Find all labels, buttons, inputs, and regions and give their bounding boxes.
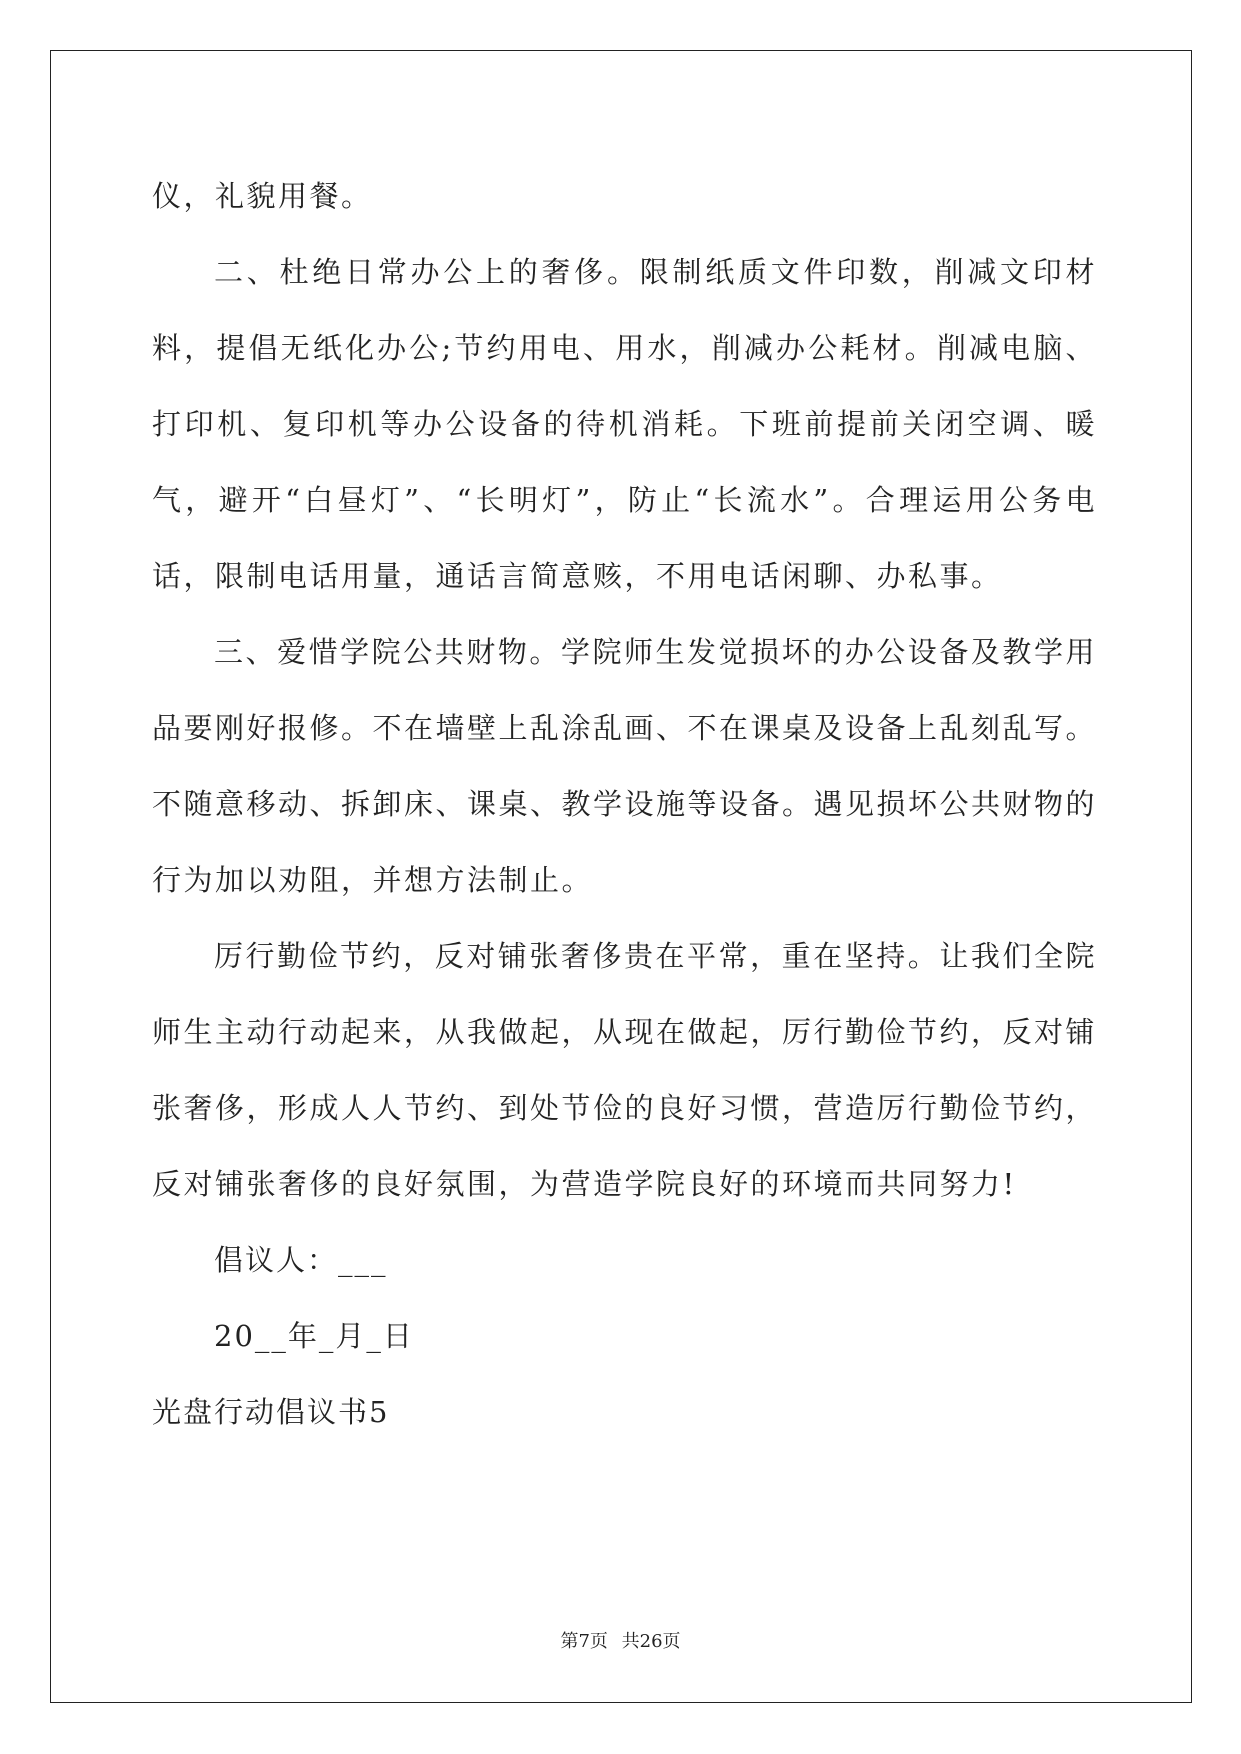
paragraph-closing: 厉行勤俭节约，反对铺张奢侈贵在平常，重在坚持。让我们全院师生主动行动起来，从我做起，从现在做起，厉行勤俭节约，反对铺张奢侈，形成人人节约、到处节俭的良好习惯，营造厉行勤俭节约，反对铺张奢侈的良好氛围，为营造学院良好的环境而共同努力! <box>152 939 1098 1201</box>
paragraph-continuation: 仪，礼貌用餐。 <box>152 179 373 213</box>
page-footer <box>0 1627 1241 1653</box>
page-total: 共26页 <box>621 1631 681 1652</box>
page-number: 第7页 <box>560 1631 608 1652</box>
paragraph-section-two: 二、杜绝日常办公上的奢侈。限制纸质文件印数，削减文印材料，提倡无纸化办公;节约用电、用水，削减办公耗材。削减电脑、打印机、复印机等办公设备的待机消耗。下班前提前关闭空调、暖气，避开“白昼灯”、“长明灯”，防止“长流水”。合理运用公务电话，限制电话用量，通话言简意赅，不用电话闲聊、办私事。 <box>152 255 1097 593</box>
signature-line: 倡议人：___ <box>214 1243 388 1277</box>
document-body <box>152 158 1097 1450</box>
date-line: 20__年_月_日 <box>214 1319 414 1353</box>
paragraph-section-three: 三、爱惜学院公共财物。学院师生发觉损坏的办公设备及教学用品要刚好报修。不在墙壁上乱涂乱画、不在课桌及设备上乱刻乱写。不随意移动、拆卸床、课桌、教学设施等设备。遇见损坏公共财物的行为加以劝阻，并想方法制止。 <box>152 635 1098 897</box>
next-section-heading: 光盘行动倡议书5 <box>152 1395 390 1429</box>
